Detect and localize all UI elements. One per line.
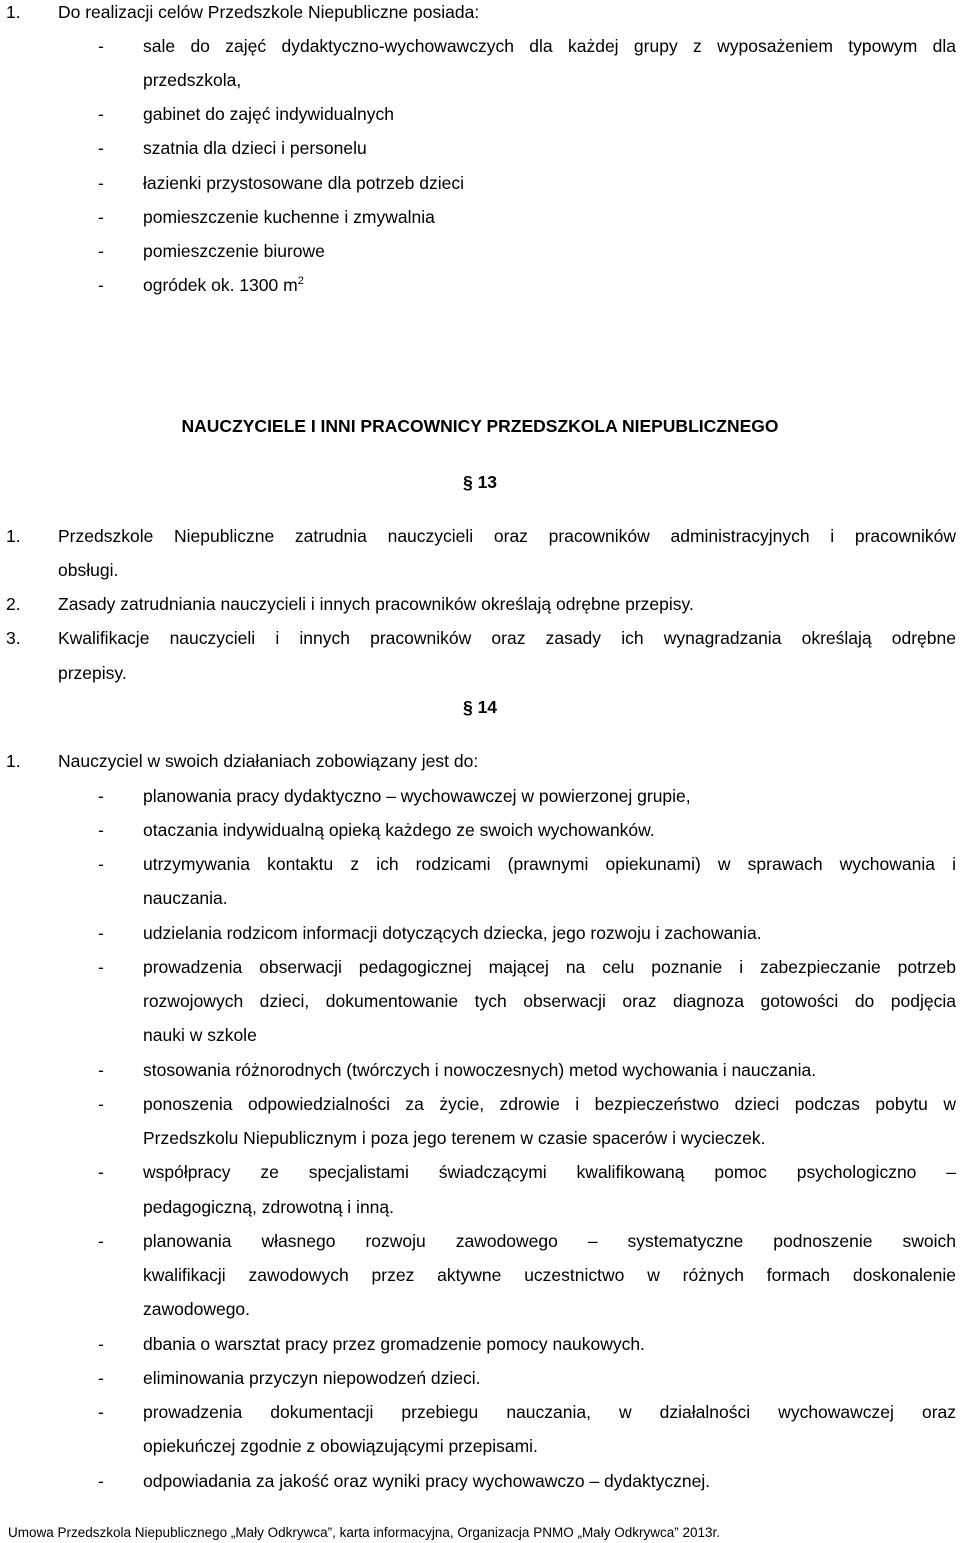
dash: - (98, 1368, 104, 1388)
item-text: pedagogiczną, zdrowotną i inną. (143, 1197, 395, 1217)
item-text: dbania o warsztat pracy przez gromadzenie pomocy naukowych. (143, 1334, 645, 1354)
item-text: prowadzenia dokumentacji przebiegu nauczania, w działalności wychowawczej oraz (143, 1402, 956, 1422)
item-text: odpowiadania za jakość oraz wyniki pracy wychowawczo – dydaktycznej. (143, 1471, 711, 1491)
dash: - (98, 241, 104, 261)
item-text: pomieszczenie kuchenne i zmywalnia (143, 207, 435, 227)
dash: - (98, 1471, 104, 1491)
dash: - (98, 1060, 104, 1080)
item-text: łazienki przystosowane dla potrzeb dzieci (143, 173, 464, 193)
section-heading: NAUCZYCIELE I INNI PRACOWNICY PRZEDSZKOLA NIEPUBLICZNEGO (181, 416, 779, 436)
item-number: 1. (6, 2, 21, 22)
dash: - (98, 138, 104, 158)
item-number: 3. (6, 628, 21, 648)
dash: - (98, 104, 104, 124)
paragraph-number: § 13 (462, 472, 498, 492)
item-text: współpracy ze specjalistami świadczącymi kwalifikowaną pomoc psychologiczno – (143, 1162, 956, 1182)
item-text: prowadzenia obserwacji pedagogicznej mającej na celu poznanie i zabezpieczanie potrzeb (143, 957, 956, 977)
item-text: udzielania rodzicom informacji dotyczących dziecka, jego rozwoju i zachowania. (143, 923, 762, 943)
dash: - (98, 207, 104, 227)
item-text: nauki w szkole (143, 1025, 257, 1045)
dash: - (98, 275, 104, 295)
page-footer: Umowa Przedszkola Niepublicznego „Mały Odkrywca”, karta informacyjna, Organizacja PNMO „Mały Odkrywca” 2013r. (8, 1525, 720, 1540)
dash: - (98, 820, 104, 840)
superscript: 2 (297, 275, 304, 287)
item-text: Zasady zatrudniania nauczycieli i innych pracowników określają odrębne przepisy. (58, 594, 694, 614)
item-text: eliminowania przyczyn niepowodzeń dzieci. (143, 1368, 481, 1388)
item-text: przedszkola, (143, 70, 242, 90)
item-text: opiekuńczej zgodnie z obowiązującymi przepisami. (143, 1436, 538, 1456)
item-text: utrzymywania kontaktu z ich rodzicami (prawnymi opiekunami) w sprawach wychowania i (143, 854, 956, 874)
item-text: planowania pracy dydaktyczno – wychowawczej w powierzonej grupie, (143, 786, 691, 806)
paragraph-number: § 14 (462, 697, 498, 717)
dash: - (98, 1094, 104, 1114)
dash: - (98, 1231, 104, 1251)
item-text: Kwalifikacje nauczycieli i innych pracowników oraz zasady ich wynagradzania określają odrębne (58, 628, 956, 648)
item-text: sale do zajęć dydaktyczno-wychowawczych dla każdej grupy z wyposażeniem typowym dla (143, 36, 956, 56)
dash: - (98, 854, 104, 874)
intro-text: Nauczyciel w swoich działaniach zobowiązany jest do: (58, 751, 479, 771)
item-text: otaczania indywidualną opieką każdego ze swoich wychowanków. (143, 820, 655, 840)
item-text: Przedszkole Niepubliczne zatrudnia nauczycieli oraz pracowników administracyjnych i pracowników (58, 526, 956, 546)
item-text: ogródek ok. 1300 m (143, 275, 298, 295)
intro-text: Do realizacji celów Przedszkole Niepubliczne posiada: (58, 2, 480, 22)
dash: - (98, 173, 104, 193)
dash: - (98, 1162, 104, 1182)
item-text: rozwojowych dzieci, dokumentowanie tych obserwacji oraz diagnoza gotowości do podjęcia (143, 991, 956, 1011)
item-text: ponoszenia odpowiedzialności za życie, zdrowie i bezpieczeństwo dzieci podczas pobytu w (143, 1094, 956, 1114)
dash: - (98, 786, 104, 806)
item-text: szatnia dla dzieci i personelu (143, 138, 367, 158)
item-text: zawodowego. (143, 1299, 251, 1319)
item-text: nauczania. (143, 888, 228, 908)
dash: - (98, 1334, 104, 1354)
dash: - (98, 923, 104, 943)
item-text: planowania własnego rozwoju zawodowego – systematyczne podnoszenie swoich (143, 1231, 956, 1251)
item-number: 1. (6, 751, 21, 771)
item-text: Przedszkolu Niepublicznym i poza jego terenem w czasie spacerów i wycieczek. (143, 1128, 766, 1148)
item-text: kwalifikacji zawodowych przez aktywne uczestnictwo w różnych formach doskonalenie (143, 1265, 956, 1285)
item-number: 1. (6, 526, 21, 546)
dash: - (98, 1402, 104, 1422)
item-text: pomieszczenie biurowe (143, 241, 325, 261)
dash: - (98, 36, 104, 56)
item-text: przepisy. (58, 663, 127, 683)
dash: - (98, 957, 104, 977)
item-text: stosowania różnorodnych (twórczych i nowoczesnych) metod wychowania i nauczania. (143, 1060, 817, 1080)
item-number: 2. (6, 594, 21, 614)
item-text: gabinet do zajęć indywidualnych (143, 104, 394, 124)
item-text: obsługi. (58, 560, 119, 580)
